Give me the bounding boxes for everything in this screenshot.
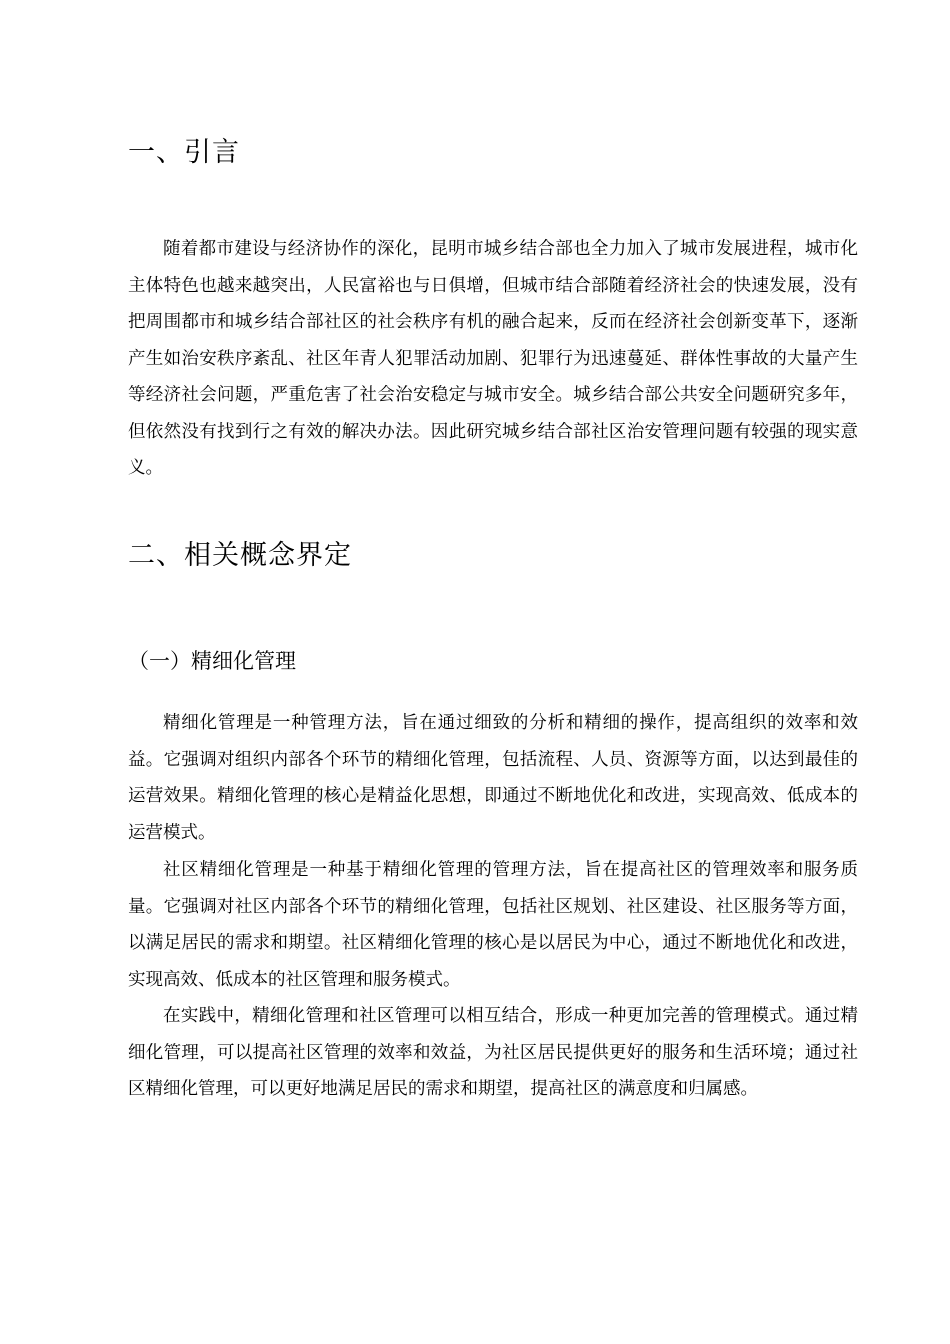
refined-management-paragraph-2: 社区精细化管理是一种基于精细化管理的管理方法，旨在提高社区的管理效率和服务质量。它强调对社区内部各个环节的精细化管理，包括社区规划、社区建设、社区服务等方面，以满足居民的需求和期望。社区精细化管理的核心是以居民为中心，通过不断地优化和改进，实现高效、低成本的社区管理和服务模式。 xyxy=(128,860,858,990)
section-heading-concepts: 二、相关概念界定 xyxy=(128,540,352,571)
intro-paragraph: 随着都市建设与经济协作的深化，昆明市城乡结合部也全力加入了城市发展进程，城市化主体特色也越来越突出，人民富裕也与日俱增，但城市结合部随着经济社会的快速发展，没有把周围都市和城乡结合部社区的社会秩序有机的融合起来，反而在经济社会创新变革下，逐渐产生如治安秩序紊乱、社区年青人犯罪活动加剧、犯罪行为迅速蔓延、群体性事故的大量产生等经济社会问题，严重危害了社会治安稳定与城市安全。城乡结合部公共安全问题研究多年，但依然没有找到行之有效的解决办法。因此研究城乡结合部社区治安管理问题有较强的现实意义。 xyxy=(128,239,858,478)
section-heading-intro: 一、引言 xyxy=(128,137,240,168)
subsection-heading-refined-management: （一）精细化管理 xyxy=(128,649,296,673)
refined-management-paragraph-3: 在实践中，精细化管理和社区管理可以相互结合，形成一种更加完善的管理模式。通过精细化管理，可以提高社区管理的效率和效益，为社区居民提供更好的服务和生活环境；通过社区精细化管理，可以更好地满足居民的需求和期望，提高社区的满意度和归属感。 xyxy=(128,1006,858,1099)
refined-management-paragraph-1: 精细化管理是一种管理方法，旨在通过细致的分析和精细的操作，提高组织的效率和效益。它强调对组织内部各个环节的精细化管理，包括流程、人员、资源等方面，以达到最佳的运营效果。精细化管理的核心是精益化思想，即通过不断地优化和改进，实现高效、低成本的运营模式。 xyxy=(128,713,858,843)
